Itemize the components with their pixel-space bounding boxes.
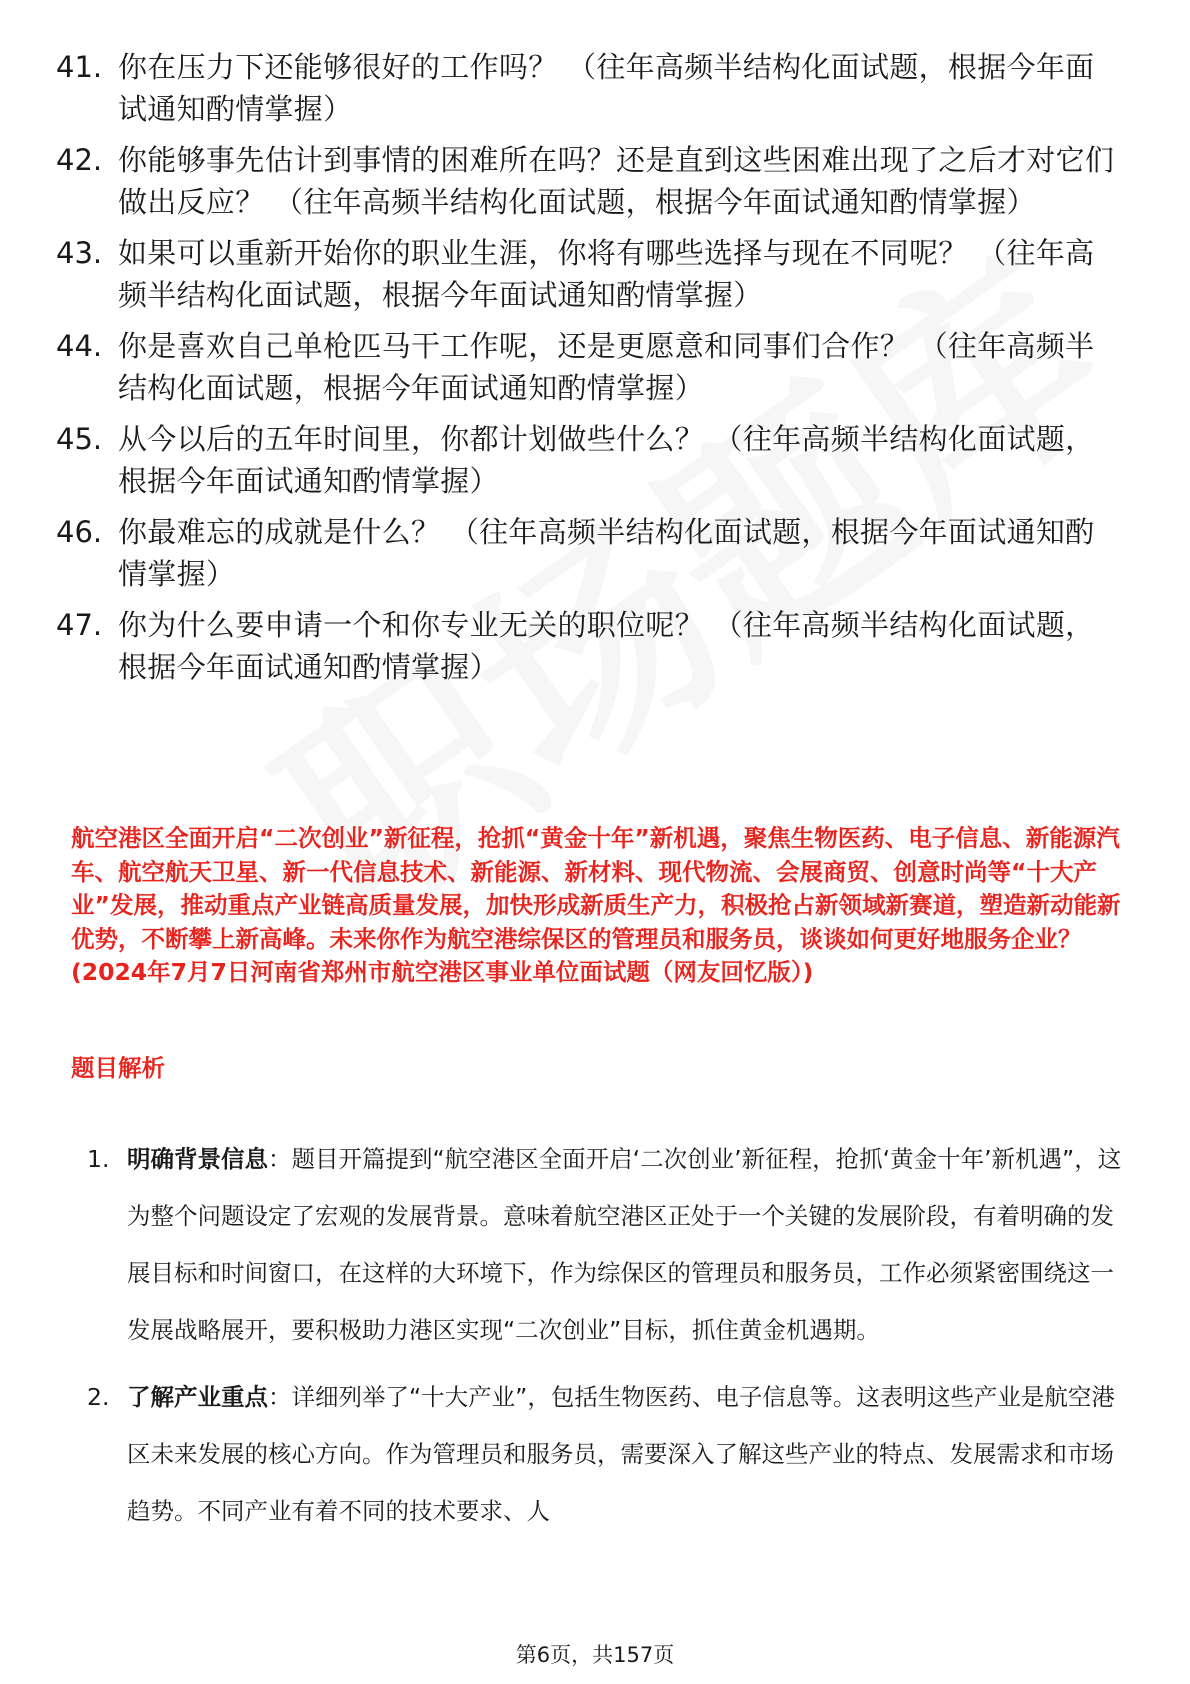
- question-text: 你是喜欢自己单枪匹马干工作呢，还是更愿意和同事们合作？ （往年高频半结构化面试题，根据今年面试通知酌情掌握）: [118, 329, 1095, 405]
- question-number: 46.: [56, 515, 103, 549]
- question-number: 45.: [56, 422, 103, 456]
- analysis-body: ：详细列举了“十大产业”，包括生物医药、电子信息等。这表明这些产业是航空港区未来发展的核心方向。作为管理员和服务员，需要深入了解这些产业的特点、发展需求和市场趋势。不同产业有着不同的技术要求、人: [127, 1383, 1115, 1525]
- question-number: 42.: [56, 143, 103, 177]
- analysis-item: [85, 1143, 1125, 1359]
- question-item: [56, 325, 1116, 409]
- analysis-item: [85, 1381, 1125, 1540]
- question-list: [56, 46, 1116, 697]
- analysis-heading: 了解产业重点: [127, 1383, 268, 1411]
- question-text: 你为什么要申请一个和你专业无关的职位呢？ （往年高频半结构化面试题，根据今年面试通知酌情掌握）: [118, 608, 1095, 684]
- analysis-number: 1.: [87, 1145, 110, 1173]
- question-text: 从今以后的五年时间里，你都计划做些什么？ （往年高频半结构化面试题，根据今年面试通知酌情掌握）: [118, 422, 1095, 498]
- highlight-question: 航空港区全面开启“二次创业”新征程，抢抓“黄金十年”新机遇，聚焦生物医药、电子信息、新能源汽车、航空航天卫星、新一代信息技术、新能源、新材料、现代物流、会展商贸、创意时尚等“十大产业”发展，推动重点产业链高质量发展，加快形成新质生产力，积极抢占新领域新赛道，塑造新动能新优势，不断攀上新高峰。未来你作为航空港综保区的管理员和服务员，谈谈如何更好地服务企业？(2024年7月7日河南省郑州市航空港区事业单位面试题（网友回忆版）): [71, 824, 1121, 986]
- question-item: [56, 604, 1116, 688]
- question-text: 如果可以重新开始你的职业生涯，你将有哪些选择与现在不同呢？ （往年高频半结构化面试题，根据今年面试通知酌情掌握）: [118, 236, 1095, 312]
- question-number: 41.: [56, 50, 103, 84]
- question-number: 43.: [56, 236, 103, 270]
- analysis-text: [127, 1369, 1125, 1540]
- question-text: 你在压力下还能够很好的工作吗？ （往年高频半结构化面试题，根据今年面试通知酌情掌握）: [118, 50, 1095, 126]
- question-item: [56, 511, 1116, 595]
- question-item: [56, 418, 1116, 502]
- question-text: 你最难忘的成就是什么？ （往年高频半结构化面试题，根据今年面试通知酌情掌握）: [118, 515, 1095, 591]
- question-number: 44.: [56, 329, 103, 363]
- question-item: [56, 232, 1116, 316]
- analysis-list: [85, 1143, 1125, 1562]
- question-item: [56, 46, 1116, 130]
- analysis-body: ：题目开篇提到“航空港区全面开启‘二次创业’新征程，抢抓‘黄金十年’新机遇”，这为整个问题设定了宏观的发展背景。意味着航空港区正处于一个关键的发展阶段，有着明确的发展目标和时间窗口，在这样的大环境下，作为综保区的管理员和服务员，工作必须紧密围绕这一发展战略展开，要积极助力港区实现“二次创业”目标，抓住黄金机遇期。: [127, 1145, 1122, 1344]
- question-item: [56, 139, 1116, 223]
- page-footer: 第6页，共157页: [515, 1643, 675, 1667]
- analysis-number: 2.: [87, 1383, 110, 1411]
- analysis-heading: 明确背景信息: [127, 1145, 268, 1173]
- question-text: 你能够事先估计到事情的困难所在吗？还是直到这些困难出现了之后才对它们做出反应？ （往年高频半结构化面试题，根据今年面试通知酌情掌握）: [118, 143, 1115, 219]
- section-title: 题目解析: [71, 1054, 165, 1082]
- analysis-text: [127, 1131, 1125, 1359]
- question-number: 47.: [56, 608, 103, 642]
